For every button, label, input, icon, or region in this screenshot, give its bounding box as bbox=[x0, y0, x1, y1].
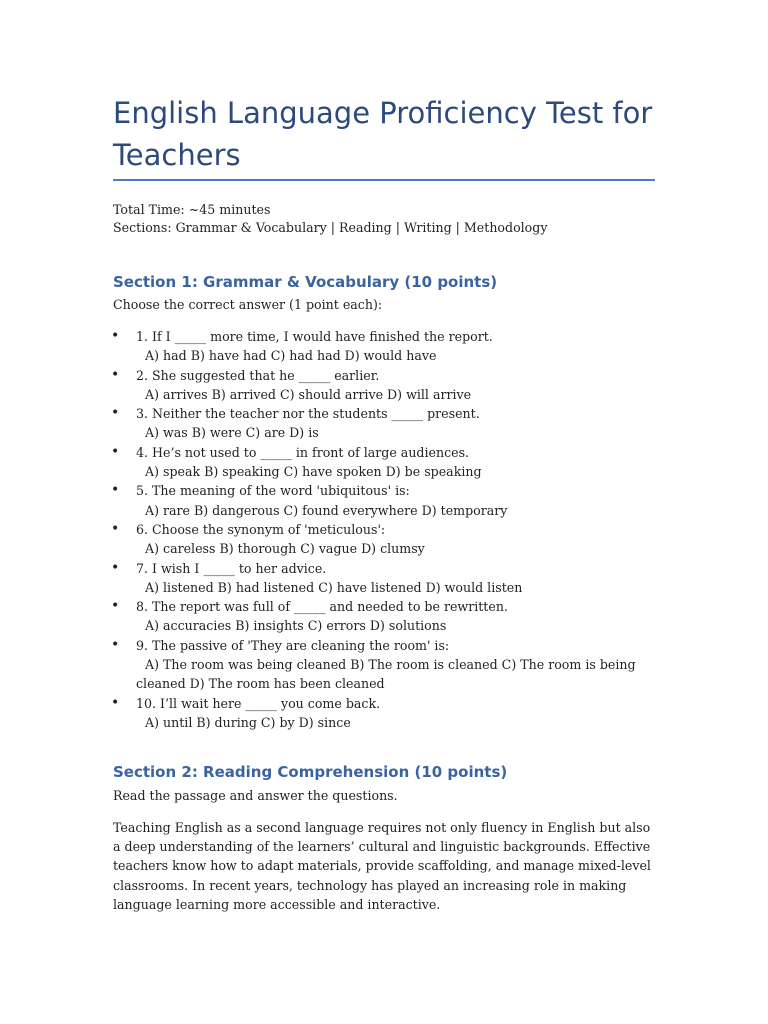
test-meta bbox=[113, 201, 547, 237]
bullet-icon: • bbox=[111, 366, 120, 383]
answer-options: A) arrives B) arrived C) should arrive D) will arrive bbox=[145, 386, 472, 402]
question-text: 3. Neither the teacher nor the students _____ present. bbox=[136, 406, 480, 422]
section2-heading: Section 2: Reading Comprehension (10 points) bbox=[113, 763, 508, 781]
question-item bbox=[113, 559, 658, 598]
bullet-icon: • bbox=[111, 443, 120, 460]
bullet-icon: • bbox=[111, 520, 120, 537]
question-text: 8. The report was full of _____ and needed to be rewritten. bbox=[136, 599, 508, 615]
question-item bbox=[113, 694, 658, 733]
bullet-icon: • bbox=[111, 328, 120, 344]
question-item bbox=[113, 443, 658, 482]
question-text: 7. I wish I _____ to her advice. bbox=[136, 560, 327, 576]
bullet-icon: • bbox=[111, 694, 120, 711]
answer-options: A) was B) were C) are D) is bbox=[145, 425, 319, 441]
question-item bbox=[113, 636, 658, 694]
question-item bbox=[113, 327, 658, 366]
question-text: 2. She suggested that he _____ earlier. bbox=[136, 367, 380, 383]
question-text: 1. If I _____ more time, I would have finished the report. bbox=[136, 329, 493, 344]
sections-list: Sections: Grammar & Vocabulary | Reading | Writing | Methodology bbox=[113, 220, 548, 235]
question-item bbox=[113, 520, 658, 559]
answer-options: A) accuracies B) insights C) errors D) solutions bbox=[145, 618, 447, 634]
section1-heading: Section 1: Grammar & Vocabulary (10 points) bbox=[113, 273, 498, 291]
question-item bbox=[113, 404, 658, 443]
section1-instruction: Choose the correct answer (1 point each): bbox=[113, 297, 383, 312]
reading-passage: Teaching English as a second language requires not only fluency in English but also a deep understanding of the learners’ cultural and linguistic backgrounds. Effective teachers know how to adapt materials, provide scaffolding, and manage mixed-level classrooms. In recent years, technology has played an increasing role in making language learning more accessible and interactive. bbox=[113, 820, 651, 912]
question-text: 9. The passive of 'They are cleaning the room' is: bbox=[136, 637, 450, 653]
answer-options: A) until B) during C) by D) since bbox=[145, 714, 351, 730]
document-title: English Language Proficiency Test for Teachers bbox=[113, 96, 653, 172]
bullet-icon: • bbox=[111, 482, 120, 499]
answer-options: A) The room was being cleaned B) The room is cleaned C) The room is being cleaned D) The room has been cleaned bbox=[136, 657, 636, 692]
answer-options: A) speak B) speaking C) have spoken D) be speaking bbox=[145, 464, 482, 480]
answer-options: A) rare B) dangerous C) found everywhere D) temporary bbox=[145, 502, 508, 518]
bullet-icon: • bbox=[111, 559, 120, 576]
question-text: 10. I’ll wait here _____ you come back. bbox=[136, 695, 381, 711]
question-item bbox=[113, 597, 658, 636]
section2-instruction: Read the passage and answer the questions. bbox=[113, 788, 398, 803]
question-text: 6. Choose the synonym of 'meticulous': bbox=[136, 521, 386, 537]
question-item bbox=[113, 481, 658, 520]
title-divider bbox=[113, 179, 655, 181]
bullet-icon: • bbox=[111, 405, 120, 422]
answer-options: A) had B) have had C) had had D) would have bbox=[145, 348, 437, 364]
bullet-icon: • bbox=[111, 598, 120, 615]
answer-options: A) listened B) had listened C) have listened D) would listen bbox=[145, 579, 523, 595]
question-item bbox=[113, 366, 658, 405]
question-text: 5. The meaning of the word 'ubiquitous' is: bbox=[136, 483, 410, 499]
question-text: 4. He’s not used to _____ in front of large audiences. bbox=[136, 444, 470, 460]
bullet-icon: • bbox=[111, 636, 120, 653]
total-time: Total Time: ~45 minutes bbox=[113, 202, 271, 217]
question-list bbox=[113, 327, 658, 732]
answer-options: A) careless B) thorough C) vague D) clumsy bbox=[145, 541, 425, 557]
